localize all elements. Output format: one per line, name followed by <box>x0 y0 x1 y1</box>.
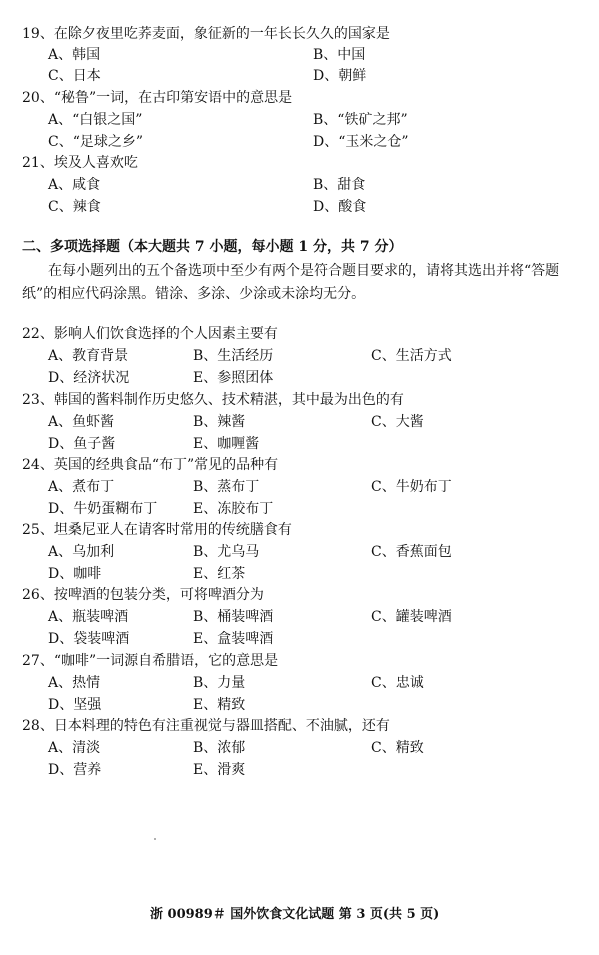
question-26-option-a: A、瓶装啤酒 <box>48 609 129 625</box>
question-22-option-d: D、经济状况 <box>48 370 130 386</box>
question-19-option-d: D、朝鲜 <box>313 68 367 84</box>
question-21-option-a: A、咸食 <box>48 177 101 193</box>
question-20-option-c: C、“足球之乡” <box>48 134 144 150</box>
question-26-option-e: E、盒装啤酒 <box>193 631 274 647</box>
question-26-option-c: C、罐装啤酒 <box>371 609 452 625</box>
question-27-option-c: C、忠诚 <box>371 675 424 691</box>
question-27-option-a: A、热情 <box>48 675 101 691</box>
question-27-option-b: B、力量 <box>193 675 246 691</box>
question-25-stem: 25、坦桑尼亚人在请客时常用的传统膳食有 <box>22 522 292 538</box>
question-21-option-c: C、辣食 <box>48 199 101 215</box>
question-28-option-d: D、营养 <box>48 762 102 778</box>
question-23-option-b: B、辣酱 <box>193 414 246 430</box>
page-footer: 浙 00989＃ 国外饮食文化试题 第 3 页(共 5 页) <box>150 907 440 922</box>
question-23-option-a: A、鱼虾酱 <box>48 414 115 430</box>
question-20-stem: 20、“秘鲁”一词，在古印第安语中的意思是 <box>22 90 293 106</box>
question-22-option-c: C、生活方式 <box>371 348 452 364</box>
question-24-option-b: B、蒸布丁 <box>193 479 260 495</box>
section-2-instruction-line-1: 在每小题列出的五个备选项中至少有两个是符合题目要求的，请将其选出并将“答题 <box>48 263 560 279</box>
question-24-option-a: A、煮布丁 <box>48 479 115 495</box>
scan-speck <box>154 838 156 840</box>
question-24-stem: 24、英国的经典食品“布丁”常见的品种有 <box>22 457 279 473</box>
question-19-option-a: A、韩国 <box>48 47 101 63</box>
question-23-stem: 23、韩国的酱料制作历史悠久、技术精湛，其中最为出色的有 <box>22 392 404 408</box>
question-22-option-e: E、参照团体 <box>193 370 274 386</box>
section-2-title: 二、多项选择题（本大题共 7 小题，每小题 1 分，共 7 分） <box>22 239 403 255</box>
question-20-option-b: B、“铁矿之邦” <box>313 112 408 128</box>
question-28-option-c: C、精致 <box>371 740 424 756</box>
question-25-option-b: B、尤乌马 <box>193 544 260 560</box>
question-26-stem: 26、按啤酒的包装分类，可将啤酒分为 <box>22 587 264 603</box>
question-22-stem: 22、影响人们饮食选择的个人因素主要有 <box>22 326 278 342</box>
question-26-option-d: D、袋装啤酒 <box>48 631 130 647</box>
question-19-option-b: B、中国 <box>313 47 366 63</box>
question-19-stem: 19、在除夕夜里吃荞麦面，象征新的一年长长久久的国家是 <box>22 26 390 42</box>
question-19-option-c: C、日本 <box>48 68 101 84</box>
question-22-option-a: A、教育背景 <box>48 348 129 364</box>
question-23-option-e: E、咖喱酱 <box>193 436 260 452</box>
question-21-option-d: D、酸食 <box>313 199 367 215</box>
section-2-instruction-line-2: 纸”的相应代码涂黑。错涂、多涂、少涂或未涂均无分。 <box>22 286 366 302</box>
question-26-option-b: B、桶装啤酒 <box>193 609 274 625</box>
question-28-option-a: A、清淡 <box>48 740 101 756</box>
question-24-option-d: D、牛奶蛋糊布丁 <box>48 501 158 517</box>
question-28-option-e: E、滑爽 <box>193 762 246 778</box>
question-24-option-e: E、冻胶布丁 <box>193 501 274 517</box>
question-25-option-a: A、乌加利 <box>48 544 115 560</box>
question-24-option-c: C、牛奶布丁 <box>371 479 452 495</box>
question-23-option-c: C、大酱 <box>371 414 424 430</box>
question-21-stem: 21、埃及人喜欢吃 <box>22 155 138 171</box>
question-28-stem: 28、日本料理的特色有注重视觉与器皿搭配、不油腻，还有 <box>22 718 390 734</box>
question-28-option-b: B、浓郁 <box>193 740 246 756</box>
question-20-option-d: D、“玉米之仓” <box>313 134 409 150</box>
question-27-option-d: D、坚强 <box>48 697 102 713</box>
question-27-option-e: E、精致 <box>193 697 246 713</box>
question-25-option-c: C、香蕉面包 <box>371 544 452 560</box>
question-25-option-e: E、红茶 <box>193 566 246 582</box>
question-20-option-a: A、“白银之国” <box>48 112 143 128</box>
question-22-option-b: B、生活经历 <box>193 348 274 364</box>
question-23-option-d: D、鱼子酱 <box>48 436 116 452</box>
question-21-option-b: B、甜食 <box>313 177 366 193</box>
question-27-stem: 27、“咖啡”一词源自希腊语，它的意思是 <box>22 653 279 669</box>
question-25-option-d: D、咖啡 <box>48 566 102 582</box>
